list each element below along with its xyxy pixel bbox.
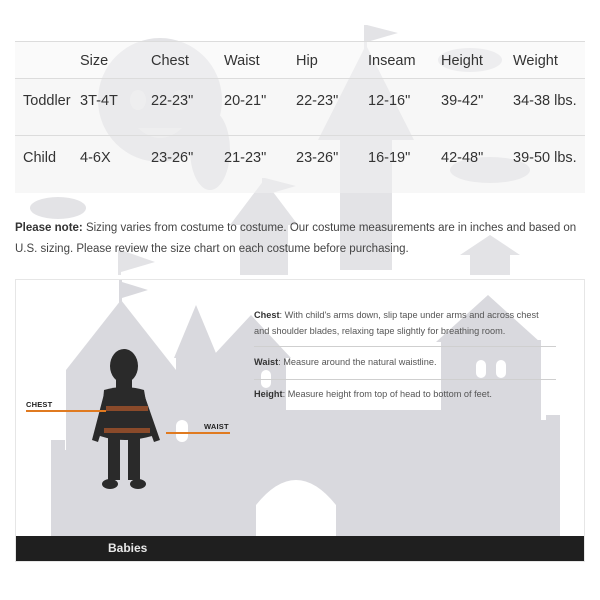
measurement-guide-panel [15,279,585,562]
table-cell: 34-38 lbs. [513,93,577,109]
table-cell: 22-23" [151,93,194,109]
table-header-cell: Waist [224,53,260,69]
table-header-cell: Height [441,53,483,69]
table-cell: Toddler [23,93,71,109]
table-cell: 12-16" [368,93,411,109]
divider [254,346,556,347]
child-figure-illustration [86,344,176,504]
waist-label: WAIST [204,422,229,431]
table-header-row [15,42,585,79]
table-cell: Child [23,150,57,166]
table-cell: 21-23" [224,150,267,166]
instruction-term: Chest [254,310,280,320]
table-cell: 20-21" [224,93,267,109]
chest-label: CHEST [26,400,53,409]
instruction-text: : With child's arms down, slip tape under arms and across chest and shoulder blades, relaxing tape slightly for breathing room. [254,310,539,336]
age-group-footer-bar [16,536,585,562]
age-group-label: Babies [108,541,148,555]
instruction-waist [254,354,556,370]
instruction-term: Waist [254,357,279,367]
note-text: Sizing varies from costume to costume. Our costume measurements are in inches and based on U.S. sizing. Please review the size chart on each costume before purchasing. [15,222,577,255]
table-row [15,136,585,193]
table-header-cell: Chest [151,53,189,69]
table-cell: 23-26" [151,150,194,166]
instruction-chest [254,307,556,339]
instruction-term: Height [254,389,283,399]
chest-indicator-line [26,410,106,412]
divider [254,379,556,380]
table-header-cell: Inseam [368,53,416,69]
size-chart-table [15,41,585,193]
sizing-note [15,218,585,260]
table-header-cell: Hip [296,53,318,69]
table-header-cell: Size [80,53,109,69]
instruction-text: : Measure around the natural waistline. [278,357,437,367]
table-cell: 23-26" [296,150,339,166]
instruction-height [254,386,556,402]
table-cell: 42-48" [441,150,484,166]
table-row [15,79,585,136]
table-cell: 4-6X [80,150,111,166]
table-cell: 3T-4T [80,93,118,109]
table-cell: 16-19" [368,150,411,166]
table-cell: 39-50 lbs. [513,150,577,166]
table-header-cell: Weight [513,53,558,69]
table-cell: 22-23" [296,93,339,109]
waist-indicator-line [166,432,230,434]
instruction-text: : Measure height from top of head to bottom of feet. [282,389,492,399]
table-header-cell [15,42,80,79]
note-label: Please note: [15,222,83,234]
table-cell: 39-42" [441,93,484,109]
